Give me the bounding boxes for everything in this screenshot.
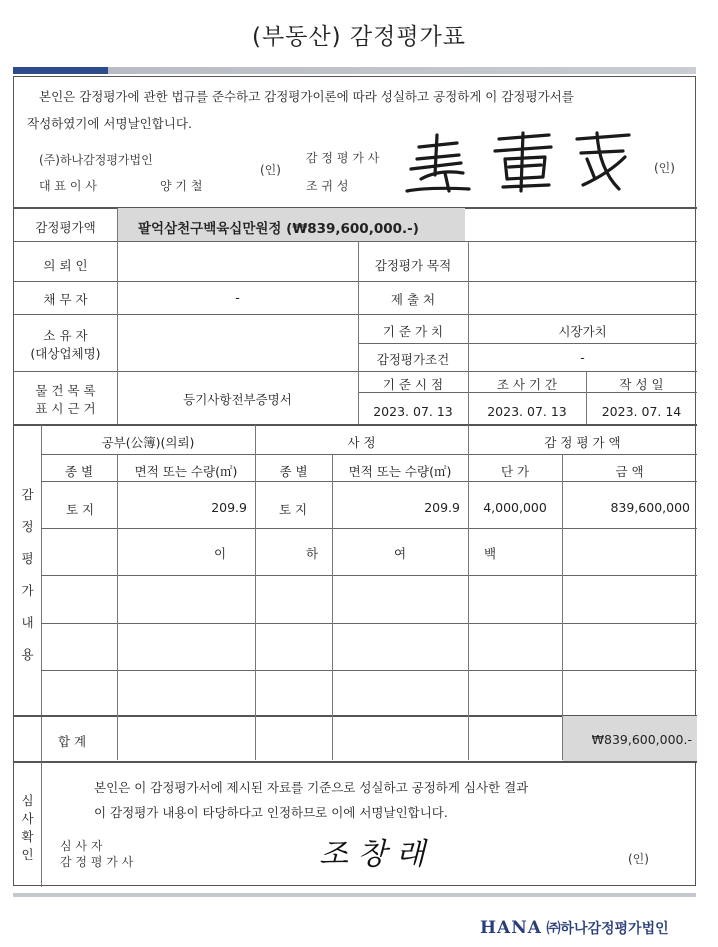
base-date-label: 기 준 시 점 <box>382 377 444 392</box>
appraiser-signature <box>399 129 639 199</box>
side-char: 정 <box>21 519 34 534</box>
condition-value: - <box>580 350 585 365</box>
base-date: 2023. 07. 13 <box>373 404 453 419</box>
debtor-label: 채 무 자 <box>43 292 88 307</box>
document-title: (부동산) 감정평가표 <box>251 24 466 50</box>
seal-mark-1: (인) <box>260 163 281 177</box>
below-mark-4: 백 <box>484 546 497 561</box>
write-date: 2023. 07. 14 <box>601 404 682 419</box>
side-char: 내 <box>21 615 34 630</box>
list-value: 등기사항전부증명서 <box>183 392 292 407</box>
debtor-value: - <box>235 290 240 305</box>
col-type-2: 종 별 <box>279 464 308 479</box>
purpose-label: 감정평가 목적 <box>374 258 452 273</box>
basis-value-label: 기 준 가 치 <box>382 324 444 339</box>
side-char: 확 <box>21 829 34 844</box>
list-label-2: 표 시 근 거 <box>35 401 96 416</box>
write-date-label: 작 성 일 <box>619 377 664 392</box>
col-area-2: 면적 또는 수량(㎡) <box>348 464 452 479</box>
amount-label: 감정평가액 <box>35 220 96 235</box>
row-amount: 839,600,000 <box>610 500 690 515</box>
survey-date: 2023. 07. 13 <box>487 404 567 419</box>
side-char: 심 <box>21 793 34 808</box>
review-seal: (인) <box>628 852 649 866</box>
row-type-2: 토 지 <box>279 502 308 517</box>
below-mark-2: 하 <box>306 546 319 561</box>
side-char: 평 <box>21 551 34 566</box>
side-char: 용 <box>21 647 34 662</box>
col-type-1: 종 별 <box>64 464 94 479</box>
client-label: 의 뢰 인 <box>43 258 88 273</box>
list-label-1: 물 건 목 록 <box>35 383 96 398</box>
bottom-accent-bar <box>13 893 696 897</box>
ceo-title: 대 표 이 사 <box>39 179 97 193</box>
below-mark-1: 이 <box>214 546 227 561</box>
reviewer-signature: 조 창 래 <box>319 837 426 872</box>
below-mark-3: 여 <box>394 546 407 561</box>
brand-logo: HANA <box>480 918 542 938</box>
appraisal-sheet <box>13 76 696 886</box>
side-char: 가 <box>21 583 34 598</box>
col-unit: 단 가 <box>500 464 530 479</box>
row-type-1: 토 지 <box>66 502 95 517</box>
basis-value-value: 시장가치 <box>558 324 607 339</box>
review-line2: 이 감정평가 내용이 타당하다고 인정하므로 이에 서명날인합니다. <box>94 805 448 820</box>
owner-sub-label: (대상업체명) <box>30 346 101 361</box>
row-area-2: 209.9 <box>424 500 460 515</box>
review-line1: 본인은 이 감정평가서에 제시된 자료를 기준으로 성실하고 공정하게 심사한 결과 <box>94 780 529 795</box>
reviewer-title-1: 심 사 자 <box>60 839 103 853</box>
appraiser-name: 조 귀 성 <box>306 179 349 193</box>
appraiser-title: 감 정 평 가 사 <box>306 151 380 165</box>
condition-label: 감정평가조건 <box>376 352 450 367</box>
declaration-line2: 작성하였기에 서명날인합니다. <box>27 116 192 131</box>
group-appraisal: 감 정 평 가 액 <box>544 435 621 450</box>
footer-logo <box>480 918 669 938</box>
total-value: ₩839,600,000.- <box>591 732 692 747</box>
col-area-1: 면적 또는 수량(㎡) <box>134 464 238 479</box>
col-amount: 금 액 <box>615 464 644 479</box>
row-area-1: 209.9 <box>211 500 247 515</box>
ceo-name: 양 기 철 <box>160 179 203 193</box>
declaration-line1: 본인은 감정평가에 관한 법규를 준수하고 감정평가이론에 따라 성실하고 공정하게 이 감정평가서를 <box>39 89 574 104</box>
side-char: 인 <box>21 847 34 862</box>
top-accent-bar <box>13 67 696 74</box>
company-name: (주)하나감정평가법인 <box>39 153 153 167</box>
reviewer-title-2: 감 정 평 가 사 <box>60 855 134 869</box>
footer-company: ㈜하나감정평가법인 <box>546 921 669 937</box>
row-unit: 4,000,000 <box>483 500 547 515</box>
seal-mark-2: (인) <box>654 161 675 175</box>
submit-label: 제 출 처 <box>390 292 436 307</box>
owner-label: 소 유 자 <box>43 328 88 343</box>
side-char: 감 <box>21 487 34 502</box>
group-public: 공부(公簿)(의뢰) <box>101 435 195 450</box>
group-actual: 사 정 <box>347 435 376 450</box>
total-label: 합 계 <box>58 734 87 749</box>
side-char: 사 <box>21 811 34 826</box>
amount-value: 팔억삼천구백육십만원정 (₩839,600,000.-) <box>138 221 419 237</box>
survey-label: 조 사 기 간 <box>496 377 558 392</box>
